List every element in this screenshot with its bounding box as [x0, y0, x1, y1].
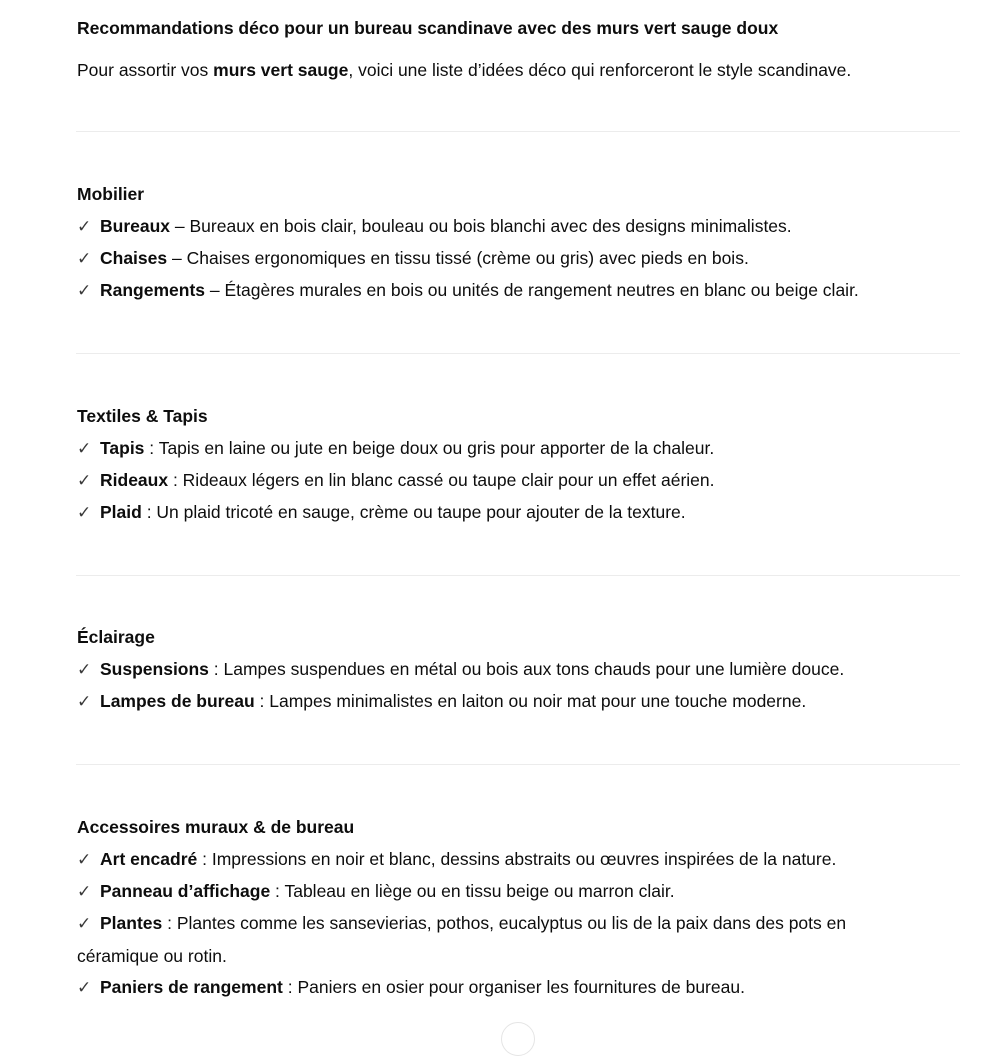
item-text: Étagères murales en bois ou unités de rangement neutres en blanc ou beige clair.	[224, 280, 859, 300]
list-item	[77, 242, 937, 275]
item-separator: –	[167, 248, 187, 268]
list-item	[77, 496, 937, 529]
intro-bold: murs vert sauge	[213, 60, 349, 80]
item-text: Un plaid tricoté en sauge, crème ou taupe pour ajouter de la texture.	[156, 502, 686, 522]
item-term: Chaises	[100, 248, 168, 268]
list-item	[77, 907, 907, 972]
item-separator: –	[205, 280, 225, 300]
item-term: Rangements	[100, 280, 206, 300]
item-separator: :	[208, 659, 224, 679]
section-heading-eclairage: Éclairage	[77, 627, 155, 647]
item-separator: :	[197, 849, 212, 869]
item-term: Paniers de rangement	[100, 977, 283, 997]
item-term: Panneau d’affichage	[100, 881, 271, 901]
check-icon: ✓	[77, 850, 92, 870]
list-item	[77, 685, 937, 718]
item-text: Tableau en liège ou en tissu beige ou marron clair.	[284, 881, 675, 901]
item-text: Plantes comme les sansevierias, pothos, eucalyptus ou lis de la paix dans des pots en céramique ou rotin.	[77, 913, 847, 966]
check-icon: ✓	[77, 281, 92, 301]
intro-text-before: Pour assortir vos	[77, 60, 214, 80]
section-heading-textiles: Textiles & Tapis	[77, 406, 208, 426]
intro-text-after: , voici une liste d’idées déco qui renforceront le style scandinave.	[348, 60, 852, 80]
check-icon: ✓	[77, 471, 92, 491]
item-term: Suspensions	[100, 659, 209, 679]
item-text: Chaises ergonomiques en tissu tissé (crème ou gris) avec pieds en bois.	[186, 248, 749, 268]
list-item	[77, 464, 937, 497]
item-separator: :	[144, 438, 159, 458]
section-heading-mobilier: Mobilier	[77, 184, 145, 204]
check-icon: ✓	[77, 503, 92, 523]
list-item	[77, 653, 937, 686]
item-text: Tapis en laine ou jute en beige doux ou gris pour apporter de la chaleur.	[158, 438, 715, 458]
list-item	[77, 971, 937, 1004]
check-icon: ✓	[77, 249, 92, 269]
item-term: Bureaux	[100, 216, 171, 236]
check-icon: ✓	[77, 978, 92, 998]
item-separator: :	[282, 977, 298, 997]
divider	[76, 353, 960, 354]
list-item	[77, 432, 937, 465]
item-text: Impressions en noir et blanc, dessins abstraits ou œuvres inspirées de la nature.	[211, 849, 837, 869]
list-item	[77, 843, 937, 876]
item-term: Art encadré	[100, 849, 198, 869]
check-icon: ✓	[77, 692, 92, 712]
list-item	[77, 875, 937, 908]
item-separator: :	[254, 691, 270, 711]
item-separator: –	[170, 216, 190, 236]
check-icon: ✓	[77, 217, 92, 237]
scroll-to-bottom-button[interactable]	[501, 1022, 535, 1056]
divider	[76, 764, 960, 765]
item-text: Rideaux légers en lin blanc cassé ou taupe clair pour un effet aérien.	[182, 470, 715, 490]
item-separator: :	[168, 470, 183, 490]
intro-paragraph	[77, 58, 851, 82]
item-text: Bureaux en bois clair, bouleau ou bois blanchi avec des designs minimalistes.	[189, 216, 792, 236]
item-separator: :	[270, 881, 285, 901]
item-term: Tapis	[100, 438, 145, 458]
check-icon: ✓	[77, 882, 92, 902]
item-text: Lampes suspendues en métal ou bois aux tons chauds pour une lumière douce.	[223, 659, 845, 679]
divider	[76, 575, 960, 576]
list-item	[77, 210, 937, 243]
check-icon: ✓	[77, 660, 92, 680]
item-term: Lampes de bureau	[100, 691, 255, 711]
item-term: Rideaux	[100, 470, 169, 490]
section-heading-accessoires: Accessoires muraux & de bureau	[77, 817, 355, 837]
item-term: Plantes	[100, 913, 163, 933]
document-title: Recommandations déco pour un bureau scandinave avec des murs vert sauge doux	[77, 18, 779, 38]
item-separator: :	[162, 913, 177, 933]
item-separator: :	[141, 502, 157, 522]
item-text: Lampes minimalistes en laiton ou noir mat pour une touche moderne.	[269, 691, 807, 711]
list-item	[77, 274, 937, 307]
divider	[76, 131, 960, 132]
item-text: Paniers en osier pour organiser les fournitures de bureau.	[297, 977, 745, 997]
item-term: Plaid	[100, 502, 142, 522]
check-icon: ✓	[77, 914, 92, 934]
check-icon: ✓	[77, 439, 92, 459]
